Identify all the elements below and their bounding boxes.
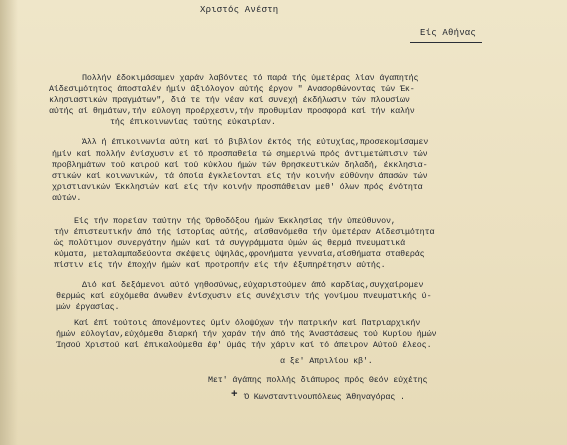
header-left: Χριστός Ανέστη: [200, 5, 279, 15]
page-edge-shadow: [0, 0, 18, 445]
paragraph-3-line-1: Είς τήν πορείαν ταύτην τής Όρθοδόξου ήμών Έκκλησίας τήν ύπεύθυνον,: [74, 216, 396, 226]
paragraph-2-line-5: χριστιανικών Έκκλησιών καί είς τήν κοινήν προσπάθειαν μεθ' όλων πρός ένότητα: [52, 182, 423, 192]
paragraph-1-line-2: Αίδεσιμότητος άποσταλέν ήμίν άξιόλογον αύτής έργον " Ανασορθώνοντας τών Έκ-: [49, 84, 415, 94]
paragraph-4-line-1: Διό καί δεξάμενοι αύτό γηθοσύνως,εύχαριστούμεν άπό καρδίας,συγχαίρομεν: [82, 280, 424, 290]
paragraph-2-line-2: ήμίν καί πολλήν ένίσχυσιν εί τό προσπαθεία τώ σημερινώ πρός άντιμετώπισιν τών: [52, 149, 428, 159]
paragraph-2-line-6: αύτών.: [52, 193, 82, 203]
paragraph-5-line-3: Ίησού Χριστού καί έπικαλούμεθα έφ' ύμάς τήν χάριν καί τό άπειρον Αύτού έλεος.: [56, 340, 432, 350]
paragraph-4-line-3: μών έργασίας.: [56, 302, 120, 312]
paragraph-1-line-4: αύτής αί θημάτων,τήν εύλογη προέρχεσιν,τήν προθυμίαν προσφορά καί τήν καλήν: [49, 106, 415, 116]
paragraph-2-line-4: στικών καί κοινωνικών, τά όποία έγκλείονται είς τήν κοινήν εύθύνην άπασών τών: [52, 171, 428, 181]
paragraph-5-line-2: ήμών εύλογίαν,εύχόμεθα διαρκή τήν χαράν τήν άπό τής Άναστάσεως τού Κυρίου ήμών: [56, 329, 437, 339]
paragraph-5-line-1: Καί έπί τούτοις άπονέμοντες ύμίν όλοψύχων τήν πατρικήν καί Πατριαρχικήν: [74, 318, 421, 328]
paragraph-2-line-3: προβλημάτων τού καιρού καί τού κύκλου ήμών τών θρησκευτικών δηλαδή, έκκλησια-: [52, 160, 428, 170]
header-right-underline: [410, 42, 482, 43]
header-right: Είς Αθήνας: [420, 28, 477, 38]
paragraph-1-line-1: Πολλήν έδοκιμάσαμεν χαράν λαβόντες τό παρά τής ύμετέρας λίαν άγαπητής: [82, 73, 419, 83]
paragraph-3-line-5: πίστιν είς τήν έποχήν ήμών καί προτροπήν είς τήν έξυπηρέτησιν αύτής.: [54, 260, 386, 270]
paragraph-3-line-3: ώς πολύτιμον συνεργάτην ήμών καί τά συγγράμματα ύμών ώς θερμά πνευματικά: [54, 238, 406, 248]
signature-cross-mark: +: [231, 389, 238, 401]
paragraph-1-line-3: κλησιαστικών πραγμάτων", διά τε τήν νέαν καί συνεχή έκδήλωσιν τών πλουσίων: [49, 95, 410, 105]
paragraph-4-line-2: θερμώς καί εύχόμεθα άνωθεν ένίσχυσιν είς συνέχισιν τής γονίμου πνευματικής ύ-: [56, 291, 432, 301]
paragraph-3-line-4: κύματα, μεταλαμπαδεύοντα σκέψεις ύψηλάς,φρονήματα γενναία,αίσθήματα σταθεράς: [54, 249, 425, 259]
paragraph-2-line-1: Άλλ ή έπικοινωνία αύτη καί τό βιβλίον έκτός τής εύτυχίας,προσεκομίσαμεν: [82, 137, 429, 147]
date-line: α ξε' Απριλίου κβ'.: [280, 356, 373, 366]
paragraph-1-line-5: τής έπικοινωνίας ταύτης εύκαιρίαν.: [110, 117, 276, 127]
signature-line: Ό Κωνσταντινουπόλεως Άθηναγόρας .: [244, 392, 405, 402]
paragraph-3-line-2: τήν έπιστευτικήν άπό τής ίστορίας αύτής, αίσθανόμεθα τήν ύμετέραν Αίδεσιμότητα: [54, 227, 435, 237]
closing-line: Μετ' άγάπης πολλής διάπυρος πρός Θεόν εύχέτης: [208, 375, 428, 385]
